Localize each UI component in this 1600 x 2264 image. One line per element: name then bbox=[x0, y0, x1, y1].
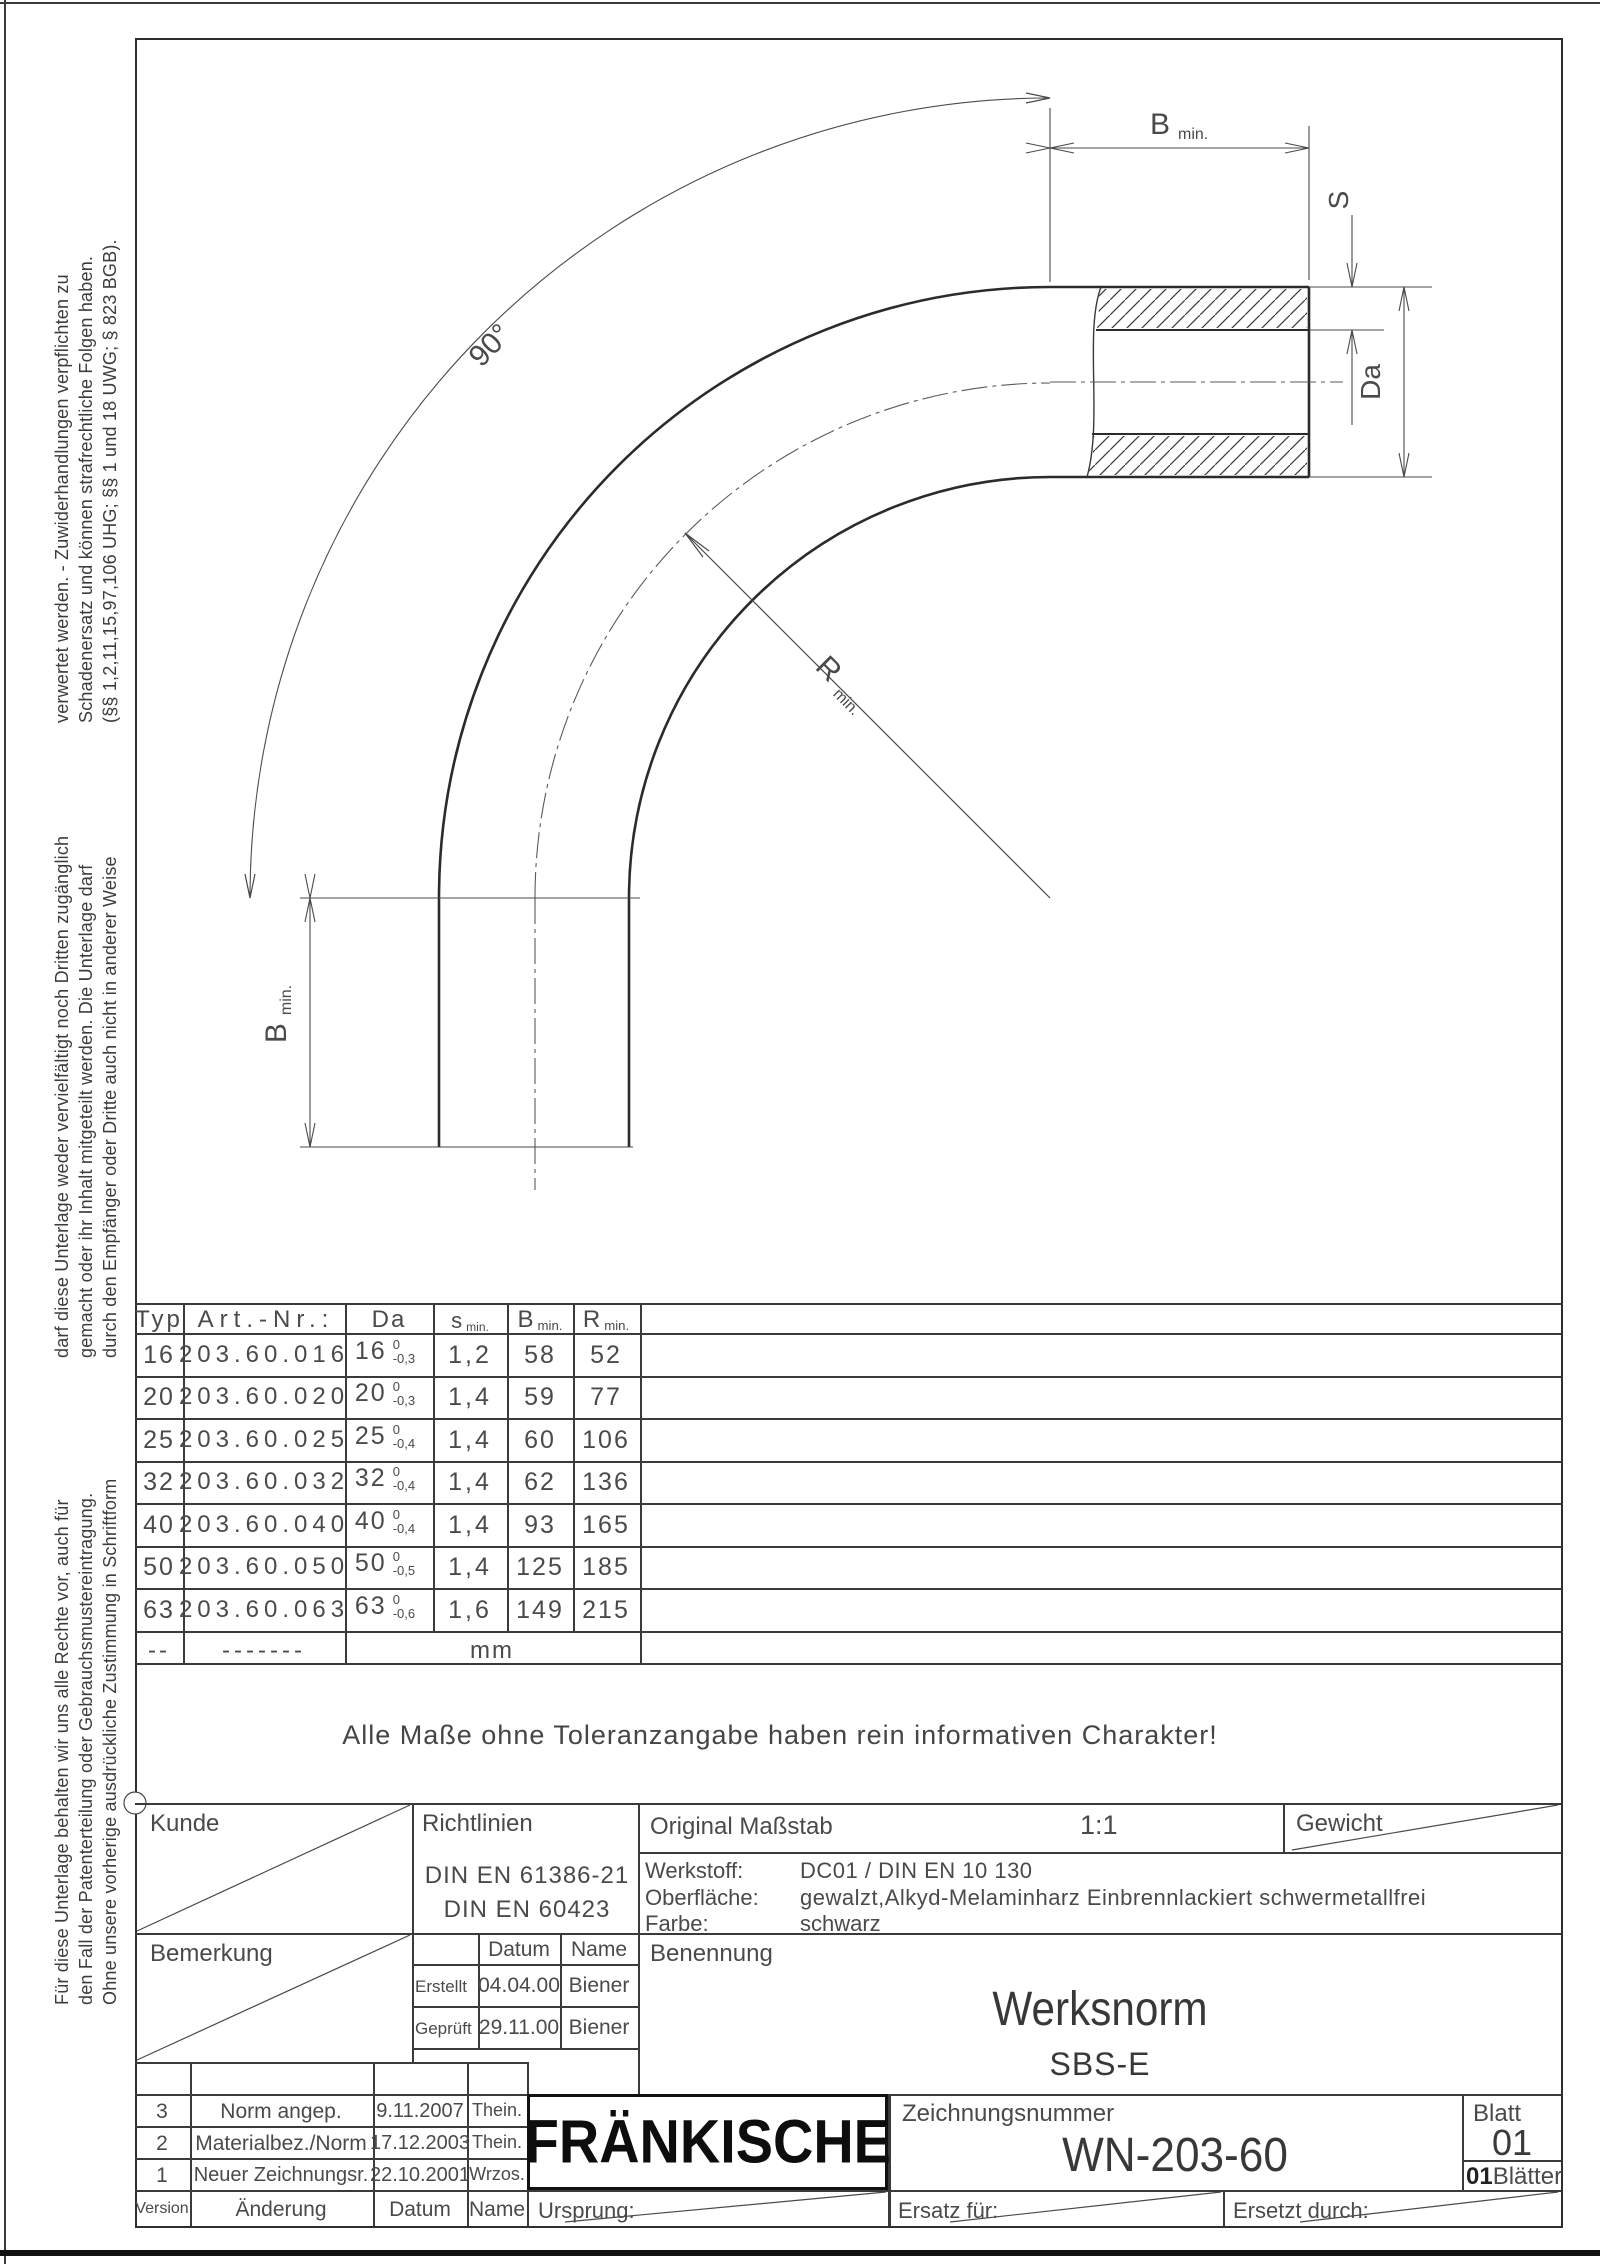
cell-b: 149 bbox=[516, 1596, 564, 1624]
legal-line: durch den Empfänger oder Dritte auch nicht in anderer Weise bbox=[100, 856, 120, 1358]
cell-artnr-dash: ------- bbox=[222, 1637, 306, 1664]
geprueft-label: Geprüft bbox=[415, 2019, 472, 2038]
tol-upper: 0 bbox=[392, 1421, 400, 1437]
tol-upper: 0 bbox=[392, 1463, 400, 1479]
pipe-outline bbox=[439, 287, 1309, 1147]
table-line bbox=[135, 1461, 1561, 1463]
da-tolerance bbox=[393, 1550, 415, 1578]
table-line bbox=[135, 1546, 1561, 1548]
b-min-left-label: Bmin. bbox=[260, 984, 295, 1044]
erstellt-label: Erstellt bbox=[415, 1977, 467, 1996]
wall-thickness-label: S bbox=[1323, 190, 1354, 210]
bemerkung-label: Bemerkung bbox=[150, 1940, 273, 1967]
legal-line: darf diese Unterlage weder vervielfältigt noch Dritten zugänglich bbox=[52, 835, 72, 1358]
titleblock-line bbox=[135, 2190, 1561, 2192]
titleblock-line bbox=[1223, 2190, 1225, 2226]
rev-version: 1 bbox=[156, 2164, 168, 2187]
version-header: Version bbox=[135, 2200, 189, 2217]
table-line bbox=[135, 1303, 1561, 1305]
rev-change: Norm angep. bbox=[220, 2100, 342, 2123]
cell-s: 1,2 bbox=[448, 1341, 492, 1369]
legal-line: (§§ 1,2,11,15,97,106 UHG; §§ 1 und 18 UWG; § 823 BGB). bbox=[100, 239, 120, 723]
werkstoff-label: Werkstoff: bbox=[645, 1858, 744, 1883]
titleblock-line bbox=[1462, 2094, 1464, 2190]
aenderung-header: Änderung bbox=[235, 2198, 327, 2221]
richtlinien-label: Richtlinien bbox=[422, 1810, 533, 1837]
header-min-sub: min. bbox=[604, 1318, 630, 1334]
cell-r: 165 bbox=[582, 1511, 630, 1539]
tol-lower: -0,3 bbox=[392, 1350, 416, 1366]
tol-upper: 0 bbox=[392, 1506, 400, 1522]
tol-upper: 0 bbox=[392, 1378, 400, 1394]
cell-s: 1,4 bbox=[448, 1426, 492, 1454]
rev-date: 22.10.2001 bbox=[369, 2164, 471, 2186]
cell-s: 1,4 bbox=[448, 1511, 492, 1539]
drawing-number: WN-203-60 bbox=[1062, 2129, 1288, 2182]
benennung-label: Benennung bbox=[650, 1940, 773, 1967]
tol-lower: -0,6 bbox=[392, 1605, 416, 1621]
richtlinien-standard: DIN EN 60423 bbox=[443, 1896, 611, 1923]
blatt-value: 01 bbox=[1491, 2122, 1533, 2163]
angle-label: 90° bbox=[462, 317, 518, 374]
col-header-b bbox=[518, 1306, 563, 1334]
kunde-label: Kunde bbox=[150, 1810, 220, 1837]
company-logo: FRÄNKISCHE bbox=[524, 2107, 891, 2177]
cell-da bbox=[355, 1337, 415, 1366]
titleblock-line bbox=[1283, 1803, 1285, 1852]
cell-artnr: 203.60.032 bbox=[178, 1468, 350, 1495]
oberflaeche-label: Oberfläche: bbox=[645, 1885, 759, 1910]
table-line bbox=[135, 1663, 1561, 1665]
header-symbol: B bbox=[517, 1306, 534, 1333]
da-tolerance bbox=[393, 1380, 415, 1408]
da-tolerance bbox=[393, 1508, 415, 1536]
werkstoff-value: DC01 / DIN EN 10 130 bbox=[800, 1858, 1033, 1883]
legal-line: Ohne unsere vorherige ausdrückliche Zustimmung in Schriftform bbox=[100, 1478, 120, 2005]
massstab-value: 1:1 bbox=[1080, 1810, 1118, 1840]
cell-s: 1,4 bbox=[448, 1468, 492, 1496]
table-line bbox=[507, 1303, 509, 1631]
farbe-label: Farbe: bbox=[645, 1911, 709, 1936]
tol-lower: -0,3 bbox=[392, 1392, 416, 1408]
blatt-label: Blatt bbox=[1473, 2100, 1522, 2127]
wall-hatch-top bbox=[1097, 289, 1307, 328]
da-value: 32 bbox=[354, 1464, 387, 1492]
geprueft-datum: 29.11.00 bbox=[478, 2016, 560, 2039]
cell-r: 185 bbox=[582, 1553, 630, 1581]
gewicht-label: Gewicht bbox=[1296, 1810, 1383, 1837]
table-line bbox=[135, 1631, 1561, 1633]
cell-typ: 50 bbox=[143, 1553, 175, 1581]
cell-b: 93 bbox=[524, 1511, 556, 1539]
cell-da bbox=[355, 1464, 415, 1493]
cell-artnr: 203.60.020 bbox=[178, 1383, 350, 1410]
cell-typ: 16 bbox=[143, 1341, 175, 1369]
rev-name: Thein. bbox=[471, 2100, 523, 2120]
da-tolerance bbox=[393, 1465, 415, 1493]
cell-typ: 40 bbox=[143, 1511, 175, 1539]
document-title: Werksnorm bbox=[992, 1983, 1208, 2036]
table-line bbox=[573, 1303, 575, 1631]
da-value: 20 bbox=[354, 1379, 387, 1407]
cell-r: 52 bbox=[590, 1341, 622, 1369]
tolerance-note: Alle Maße ohne Toleranzangabe haben rein informativen Charakter! bbox=[342, 1720, 1218, 1750]
legal-line: verwertet werden. - Zuwiderhandlungen verpflichten zu bbox=[52, 274, 72, 723]
tol-lower: -0,4 bbox=[392, 1477, 416, 1493]
titleblock-line bbox=[412, 2048, 638, 2050]
cell-da bbox=[355, 1592, 415, 1621]
oberflaeche-value: gewalzt,Alkyd-Melaminharz Einbrennlackiert schwermetallfrei bbox=[800, 1885, 1427, 1910]
da-tolerance bbox=[393, 1338, 415, 1366]
col-header-artnr: Art.-Nr.: bbox=[197, 1306, 335, 1333]
name-header: Name bbox=[468, 2198, 526, 2221]
table-line bbox=[135, 1503, 1561, 1505]
ersetzt-durch-label: Ersetzt durch: bbox=[1233, 2198, 1369, 2223]
table-line bbox=[433, 1303, 435, 1631]
centerlines bbox=[535, 382, 1343, 1190]
header-min-sub: min. bbox=[466, 1320, 489, 1335]
wall-hatch-bottom bbox=[1088, 436, 1307, 475]
erstellt-datum: 04.04.00 bbox=[478, 1974, 560, 1997]
cell-typ: 20 bbox=[143, 1383, 175, 1411]
diameter-label: Da bbox=[1355, 364, 1386, 400]
blaetter-cell bbox=[1466, 2163, 1562, 2191]
tol-upper: 0 bbox=[392, 1591, 400, 1607]
rev-date: 9.11.2007 bbox=[376, 2100, 464, 2122]
document-subtitle: SBS-E bbox=[1049, 2046, 1151, 2082]
da-value: 16 bbox=[354, 1337, 387, 1365]
cell-s: 1,4 bbox=[448, 1383, 492, 1411]
titleblock-line bbox=[560, 1933, 562, 2048]
cell-da bbox=[355, 1422, 415, 1451]
da-tolerance bbox=[393, 1423, 415, 1451]
geprueft-name: Biener bbox=[568, 2016, 630, 2039]
titleblock-line bbox=[638, 1803, 640, 2094]
rev-name: Wrzos. bbox=[469, 2164, 525, 2184]
ursprung-label: Ursprung: bbox=[538, 2198, 635, 2223]
header-symbol: R bbox=[582, 1306, 601, 1333]
table-line bbox=[640, 1303, 642, 1663]
da-value: 50 bbox=[354, 1549, 387, 1577]
table-line bbox=[135, 1418, 1561, 1420]
cell-r: 106 bbox=[582, 1426, 630, 1454]
cell-r: 215 bbox=[582, 1596, 630, 1624]
tol-upper: 0 bbox=[392, 1548, 400, 1564]
cell-artnr: 203.60.016 bbox=[178, 1341, 350, 1368]
cell-typ-dash: -- bbox=[148, 1637, 170, 1664]
cell-r: 77 bbox=[590, 1383, 622, 1411]
ersatz-fuer-label: Ersatz für: bbox=[898, 2198, 999, 2223]
legal-line: gemacht oder ihr Inhalt mitgeteilt werden. Die Unterlage darf bbox=[76, 864, 96, 1358]
cell-b: 58 bbox=[524, 1341, 556, 1369]
titleblock-line bbox=[412, 1803, 414, 2062]
cell-artnr: 203.60.063 bbox=[178, 1596, 350, 1623]
erstellt-name: Biener bbox=[568, 1974, 630, 1997]
titleblock-line bbox=[412, 1964, 638, 1966]
cell-b: 125 bbox=[516, 1553, 564, 1581]
header-min-sub: min. bbox=[537, 1318, 563, 1334]
rev-version: 2 bbox=[156, 2132, 168, 2155]
unit-cell: mm bbox=[470, 1637, 514, 1664]
cell-s: 1,6 bbox=[448, 1596, 492, 1624]
cell-da bbox=[355, 1379, 415, 1408]
cell-da bbox=[355, 1507, 415, 1536]
tol-lower: -0,4 bbox=[392, 1435, 416, 1451]
rev-date: 17.12.2003 bbox=[369, 2132, 471, 2154]
rev-name: Thein. bbox=[471, 2132, 523, 2152]
legal-line: Für diese Unterlage behalten wir uns alle Rechte vor, auch für bbox=[52, 1499, 72, 2005]
blaetter-count: 01 bbox=[1466, 2163, 1493, 2190]
col-header-s bbox=[451, 1308, 489, 1334]
col-header-r bbox=[583, 1306, 629, 1334]
zeichnungsnummer-label: Zeichnungsnummer bbox=[902, 2100, 1115, 2127]
header-symbol: s bbox=[451, 1308, 463, 1333]
titleblock-line bbox=[190, 2062, 192, 2226]
cell-typ: 25 bbox=[143, 1426, 175, 1454]
b-min-left-dimension bbox=[300, 874, 640, 1147]
approval-name-header: Name bbox=[570, 1938, 628, 1961]
cell-r: 136 bbox=[582, 1468, 630, 1496]
titleblock-line bbox=[135, 1803, 1561, 1805]
cell-artnr: 203.60.040 bbox=[178, 1511, 350, 1538]
cell-typ: 32 bbox=[143, 1468, 175, 1496]
b-min-top-label: Bmin. bbox=[1150, 108, 1209, 143]
titleblock-line bbox=[638, 1852, 1561, 1854]
radius-dimension-line bbox=[685, 533, 1050, 898]
cell-b: 62 bbox=[524, 1468, 556, 1496]
cell-b: 60 bbox=[524, 1426, 556, 1454]
da-value: 40 bbox=[354, 1507, 387, 1535]
richtlinien-standard: DIN EN 61386-21 bbox=[424, 1862, 630, 1889]
table-line bbox=[135, 1588, 1561, 1590]
datum-header: Datum bbox=[389, 2198, 451, 2221]
approval-datum-header: Datum bbox=[488, 1938, 550, 1961]
rev-change: Neuer Zeichnungsr. bbox=[193, 2164, 369, 2186]
cell-b: 59 bbox=[524, 1383, 556, 1411]
cell-typ: 63 bbox=[143, 1596, 175, 1624]
titleblock-line bbox=[412, 2006, 638, 2008]
table-line bbox=[135, 1333, 1561, 1335]
rev-change: Materialbez./Norm bbox=[195, 2132, 367, 2155]
cell-artnr: 203.60.050 bbox=[178, 1553, 350, 1580]
tol-lower: -0,4 bbox=[392, 1520, 416, 1536]
radius-label: Rmin. bbox=[809, 649, 863, 719]
farbe-value: schwarz bbox=[800, 1911, 881, 1936]
legal-line: Schadenersatz und können strafrechtliche Folgen haben. bbox=[76, 255, 96, 723]
cell-s: 1,4 bbox=[448, 1553, 492, 1581]
da-value: 25 bbox=[354, 1422, 387, 1450]
da-tolerance bbox=[393, 1593, 415, 1621]
table-line bbox=[135, 1376, 1561, 1378]
legal-line: den Fall der Patenterteilung oder Gebrauchsmustereintragung. bbox=[76, 1492, 96, 2005]
blaetter-label: Blätter bbox=[1492, 2163, 1563, 2190]
tol-upper: 0 bbox=[392, 1336, 400, 1352]
col-header-da: Da bbox=[371, 1306, 407, 1333]
da-value: 63 bbox=[354, 1592, 387, 1620]
massstab-label: Original Maßstab bbox=[650, 1813, 833, 1840]
tol-lower: -0,5 bbox=[392, 1562, 416, 1578]
cell-artnr: 203.60.025 bbox=[178, 1426, 350, 1453]
cell-da bbox=[355, 1549, 415, 1578]
col-header-typ: Typ bbox=[135, 1306, 183, 1333]
company-logo-box bbox=[524, 2094, 891, 2190]
rev-version: 3 bbox=[156, 2100, 168, 2123]
